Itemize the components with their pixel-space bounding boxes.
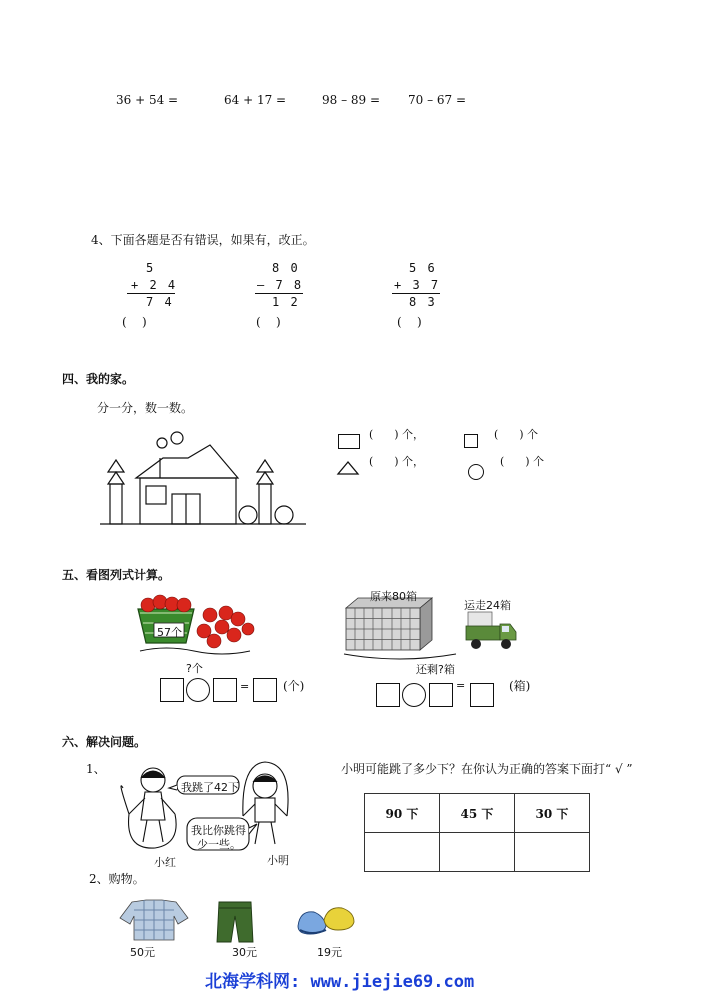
footer-link[interactable]: 北海学科网: www.jiejie69.com bbox=[205, 972, 475, 992]
check-cell-30[interactable] bbox=[515, 833, 590, 872]
section-4-heading: 四、我的家。 bbox=[62, 372, 135, 386]
problem-2-answer[interactable]: ( ) bbox=[256, 315, 281, 329]
count-triangle[interactable]: ( ) 个， bbox=[369, 455, 425, 468]
answer-options-row bbox=[365, 794, 590, 833]
option-45: 45 下 bbox=[440, 794, 515, 833]
problem-1-answer[interactable]: ( ) bbox=[122, 315, 147, 329]
speech-bubble-boy-line-1: 我比你跳得 bbox=[191, 824, 246, 837]
check-cell-90[interactable] bbox=[365, 833, 440, 872]
operator-circle[interactable] bbox=[402, 683, 426, 707]
unit-label-1: (个) bbox=[283, 679, 305, 693]
shirt-image bbox=[118, 898, 190, 942]
answer-box[interactable] bbox=[470, 683, 494, 707]
equation-3: 98 – 89 = bbox=[322, 93, 381, 107]
rectangle-shape-icon bbox=[338, 434, 360, 449]
question-count-1: ?个 bbox=[186, 662, 203, 675]
problem-3-op: + 3 7 bbox=[394, 278, 441, 292]
section-4-instruction: 分一分，数一数。 bbox=[97, 401, 194, 415]
blank-box[interactable] bbox=[213, 678, 237, 702]
unit-label-2: (箱) bbox=[509, 679, 531, 693]
count-square[interactable]: ( ) 个 bbox=[494, 428, 539, 441]
truck-image bbox=[462, 610, 520, 654]
blank-box[interactable] bbox=[429, 683, 453, 707]
triangle-shape-icon bbox=[336, 460, 360, 476]
count-rectangle[interactable]: ( ) 个， bbox=[369, 428, 425, 441]
answer-box[interactable] bbox=[253, 678, 277, 702]
equation-2: 64 + 17 = bbox=[224, 93, 287, 107]
blank-box[interactable] bbox=[376, 683, 400, 707]
option-90: 90 下 bbox=[365, 794, 440, 833]
operator-circle[interactable] bbox=[186, 678, 210, 702]
girl-name: 小红 bbox=[154, 856, 176, 869]
circle-shape-icon bbox=[468, 464, 484, 480]
problem-1-result: 7 4 bbox=[146, 295, 174, 309]
box-stack-image bbox=[340, 596, 440, 654]
blank-box[interactable] bbox=[160, 678, 184, 702]
problem-3-answer[interactable]: ( ) bbox=[397, 315, 422, 329]
problem-2-result: 1 2 bbox=[272, 295, 300, 309]
problem-2-line bbox=[255, 293, 303, 294]
answer-table bbox=[364, 793, 590, 872]
speech-bubble-girl: 我跳了42下 bbox=[181, 781, 239, 794]
pants-price: 30元 bbox=[232, 946, 257, 959]
problem-2-top: 8 0 bbox=[272, 261, 300, 275]
question-1-text: 小明可能跳了多少下？在你认为正确的答案下面打“ √ ” bbox=[341, 762, 633, 776]
question-4-title: 4、下面各题是否有错误，如果有，改正。 bbox=[91, 233, 315, 247]
shoes-price: 19元 bbox=[317, 946, 342, 959]
question-2-title: 2、购物。 bbox=[89, 872, 145, 886]
problem-1-line bbox=[127, 293, 175, 294]
equation-4: 70 – 67 = bbox=[408, 93, 467, 107]
shirt-price: 50元 bbox=[130, 946, 155, 959]
equals-sign: = bbox=[456, 679, 466, 692]
house-drawing bbox=[98, 430, 310, 528]
count-circle[interactable]: ( ) 个 bbox=[500, 455, 545, 468]
problem-2-op: – 7 8 bbox=[257, 278, 304, 292]
pants-image bbox=[215, 900, 255, 944]
stack-label: 原来80箱 bbox=[370, 590, 417, 603]
truck-label: 运走24箱 bbox=[464, 599, 511, 612]
question-1-number: 1、 bbox=[86, 762, 106, 776]
problem-3-top: 5 6 bbox=[409, 261, 437, 275]
problem-1-op: + 2 4 bbox=[131, 278, 178, 292]
section-5-heading: 五、看图列式计算。 bbox=[62, 568, 171, 582]
problem-1-top: 5 bbox=[146, 261, 156, 275]
speech-bubble-boy-line-2: 少一些。 bbox=[197, 838, 241, 851]
shoes-image bbox=[294, 902, 358, 942]
square-shape-icon bbox=[464, 434, 478, 448]
tomato-basket-image bbox=[134, 593, 262, 659]
section-6-heading: 六、解决问题。 bbox=[62, 735, 147, 749]
equation-1: 36 + 54 = bbox=[116, 93, 179, 107]
boy-name: 小明 bbox=[267, 854, 289, 867]
answer-check-row bbox=[365, 833, 590, 872]
basket-label: 57个 bbox=[157, 626, 182, 639]
problem-3-line bbox=[392, 293, 440, 294]
question-count-2: 还剩?箱 bbox=[416, 663, 455, 676]
check-cell-45[interactable] bbox=[440, 833, 515, 872]
problem-3-result: 8 3 bbox=[409, 295, 437, 309]
option-30: 30 下 bbox=[515, 794, 590, 833]
equals-sign: = bbox=[240, 680, 250, 693]
